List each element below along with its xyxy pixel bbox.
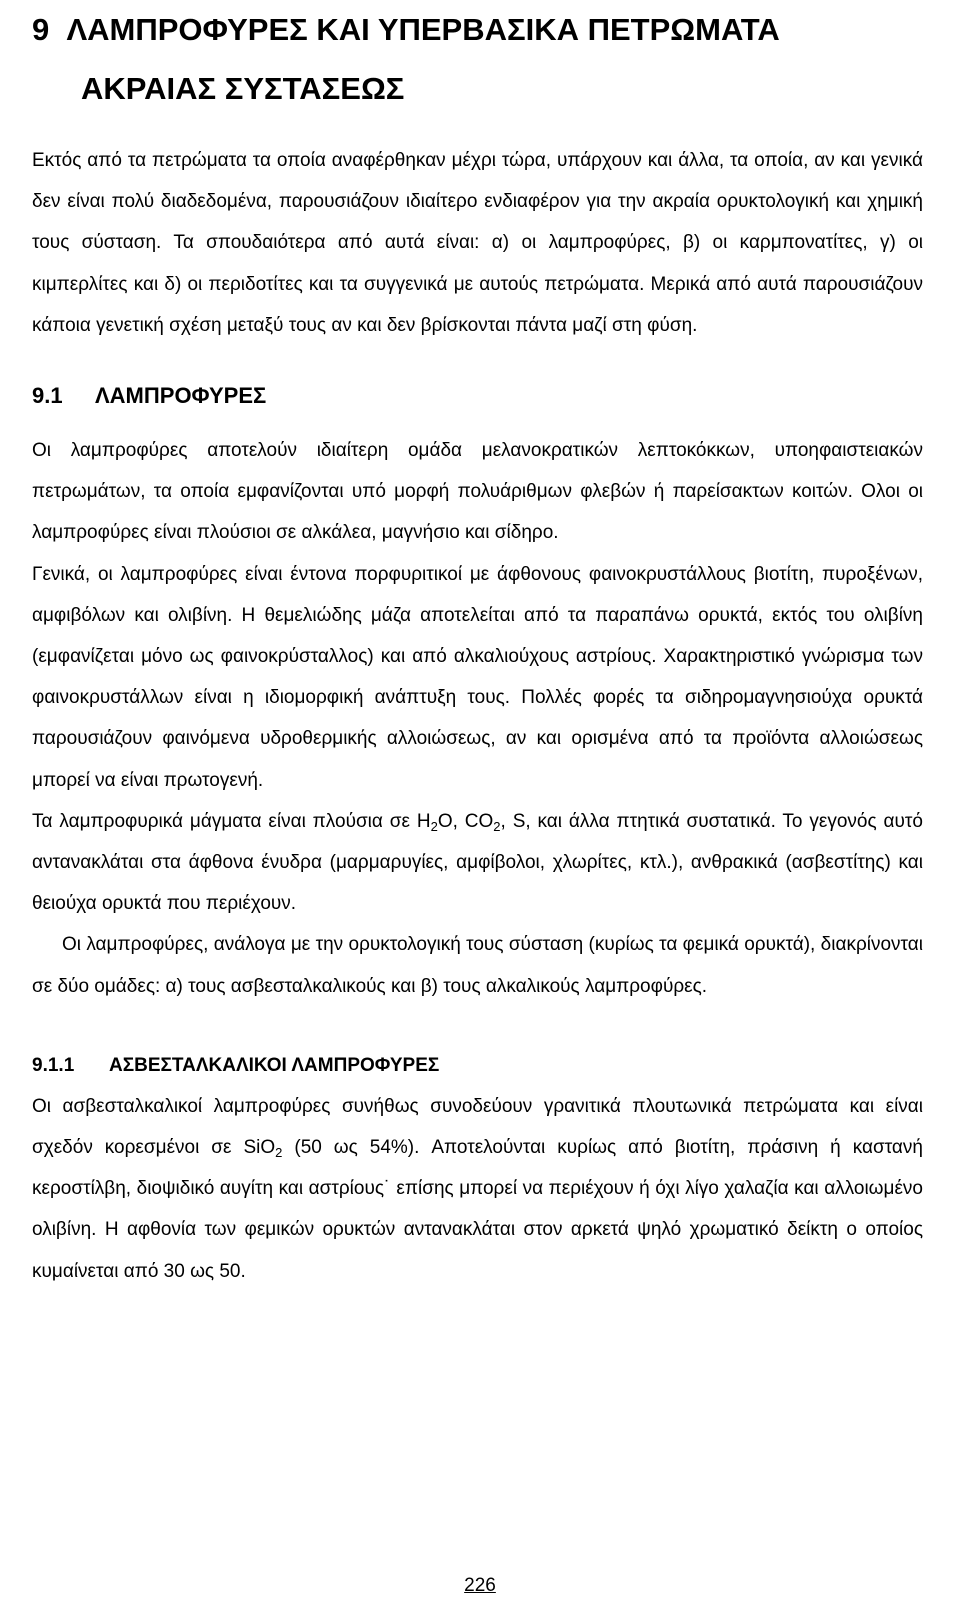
chapter-title-line-1 [32, 0, 923, 59]
section-9-1-1-title: ΑΣΒΕΣΤΑΛΚΑΛΙΚΟΙ ΛΑΜΠΡΟΦΥΡΕΣ [109, 1054, 440, 1076]
chapter-number: 9 [32, 12, 50, 47]
chapter-title [32, 0, 923, 118]
p3-text-c: , S, και άλλα πτητικά συστατικά. Το γεγονός αυτό αντανακλάται στα άφθονα ένυδρα (μαρμαρυγίες, αμφίβολοι, χλωρίτες, κτλ.), ανθρακικά (ασβεστίτης) και θειούχα ορυκτά που περιέχουν. [32, 810, 923, 915]
section-9-1-heading [32, 376, 923, 416]
s911-text-a: Οι ασβεσταλκαλικοί λαμπροφύρες συνήθως συνοδεύουν γρανιτικά πλουτωνικά πετρώματα και είναι σχεδόν κορεσμένοι σε SiO [32, 1095, 923, 1159]
p3-text-b: O, CO [437, 810, 494, 832]
section-9-1-paragraph-4: Οι λαμπροφύρες, ανάλογα με την ορυκτολογική τους σύσταση (κυρίως τα φεμικά ορυκτά), διακρίνονται σε δύο ομάδες: α) τους ασβεσταλκαλικούς και β) τους αλκαλικούς λαμπροφύρες. [32, 934, 923, 997]
section-9-1-title: ΛΑΜΠΡΟΦΥΡΕΣ [95, 383, 267, 409]
section-9-1-1-heading [32, 1045, 923, 1086]
p3-subscript-co2: 2 [493, 818, 501, 834]
s911-text-b: (50 ως 54%). Αποτελούνται κυρίως από βιοτίτη, πράσινη ή καστανή κεροστίλβη, διοψιδικό αυγίτη και αστρίους˙ επίσης μπορεί να περιέχουν ή όχι λίγο χαλαζία και αλλοιωμένο ολιβίνη. Η αφθονία των φεμικών ορυκτών αντανακλάται στον αρκετά ψηλό χρωματικό δείκτη ο οποίος κυμαίνεται από 30 ως 50. [32, 1137, 923, 1282]
page-footer [0, 1574, 960, 1598]
section-9-1-1-number: 9.1.1 [32, 1054, 75, 1076]
page-number: 226 [464, 1575, 496, 1596]
section-9-1-number: 9.1 [32, 383, 63, 409]
chapter-title-line-2: ΑΚΡΑΙΑΣ ΣΥΣΤΑΣΕΩΣ [81, 71, 405, 106]
section-9-1-paragraph-2: Γενικά, οι λαμπροφύρες είναι έντονα πορφυριτικοί με άφθονους φαινοκρυστάλλους βιοτίτη, πυροξένων, αμφιβόλων και ολιβίνη. Η θεμελιώδης μάζα αποτελείται από τα παραπάνω ορυκτά, εκτός του ολιβίνη (εμφανίζεται μόνο ως φαινοκρύσταλλος) και από αλκαλιούχους αστρίους. Χαρακτηριστικό γνώρισμα των φαινοκρυστάλλων είναι η ιδιομορφική ανάπτυξη τους. Πολλές φορές τα σιδηρομαγνησιούχα ορυκτά παρουσιάζουν φαινόμενα υδροθερμικής αλλοιώσεως, αν και ορισμένα από τα προϊόντα αλλοιώσεως μπορεί να είναι πρωτογενή. [32, 563, 923, 791]
section-9-1-paragraph-3 [32, 801, 923, 925]
s911-subscript-sio2: 2 [275, 1145, 283, 1161]
p3-text-a: Τα λαμπροφυρικά μάγματα είναι πλούσια σε H [32, 810, 431, 832]
chapter-title-text-1: ΛΑΜΠΡΟΦΥΡΕΣ ΚΑΙ ΥΠΕΡΒΑΣΙΚΑ ΠΕΤΡΩΜΑΤΑ [66, 12, 780, 47]
section-9-1-1-paragraph-1 [32, 1086, 923, 1292]
document-page [32, 0, 923, 1292]
section-9-1-paragraph-1: Οι λαμπροφύρες αποτελούν ιδιαίτερη ομάδα μελανοκρατικών λεπτοκόκκων, υποηφαιστειακών πετρωμάτων, τα οποία εμφανίζονται υπό μορφή πολυάριθμων φλεβών ή παρείσακτων κοιτών. Ολοι οι λαμπροφύρες είναι πλούσιοι σε αλκάλεα, μαγνήσιο και σίδηρο. [32, 440, 923, 544]
p3-subscript-h2o: 2 [430, 818, 438, 834]
intro-paragraph: Εκτός από τα πετρώματα τα οποία αναφέρθηκαν μέχρι τώρα, υπάρχουν και άλλα, τα οποία, αν και γενικά δεν είναι πολύ διαδεδομένα, παρουσιάζουν ιδιαίτερο ενδιαφέρον για την ακραία ορυκτολογική και χημική τους σύσταση. Τα σπουδαιότερα από αυτά είναι: α) οι λαμπροφύρες, β) οι καρμπονατίτες, γ) οι κιμπερλίτες και δ) οι περιδοτίτες και τα συγγενικά με αυτούς πετρώματα. Μερικά από αυτά παρουσιάζουν κάποια γενετική σχέση μεταξύ τους αν και δεν βρίσκονται πάντα μαζί στη φύση. [32, 150, 923, 336]
